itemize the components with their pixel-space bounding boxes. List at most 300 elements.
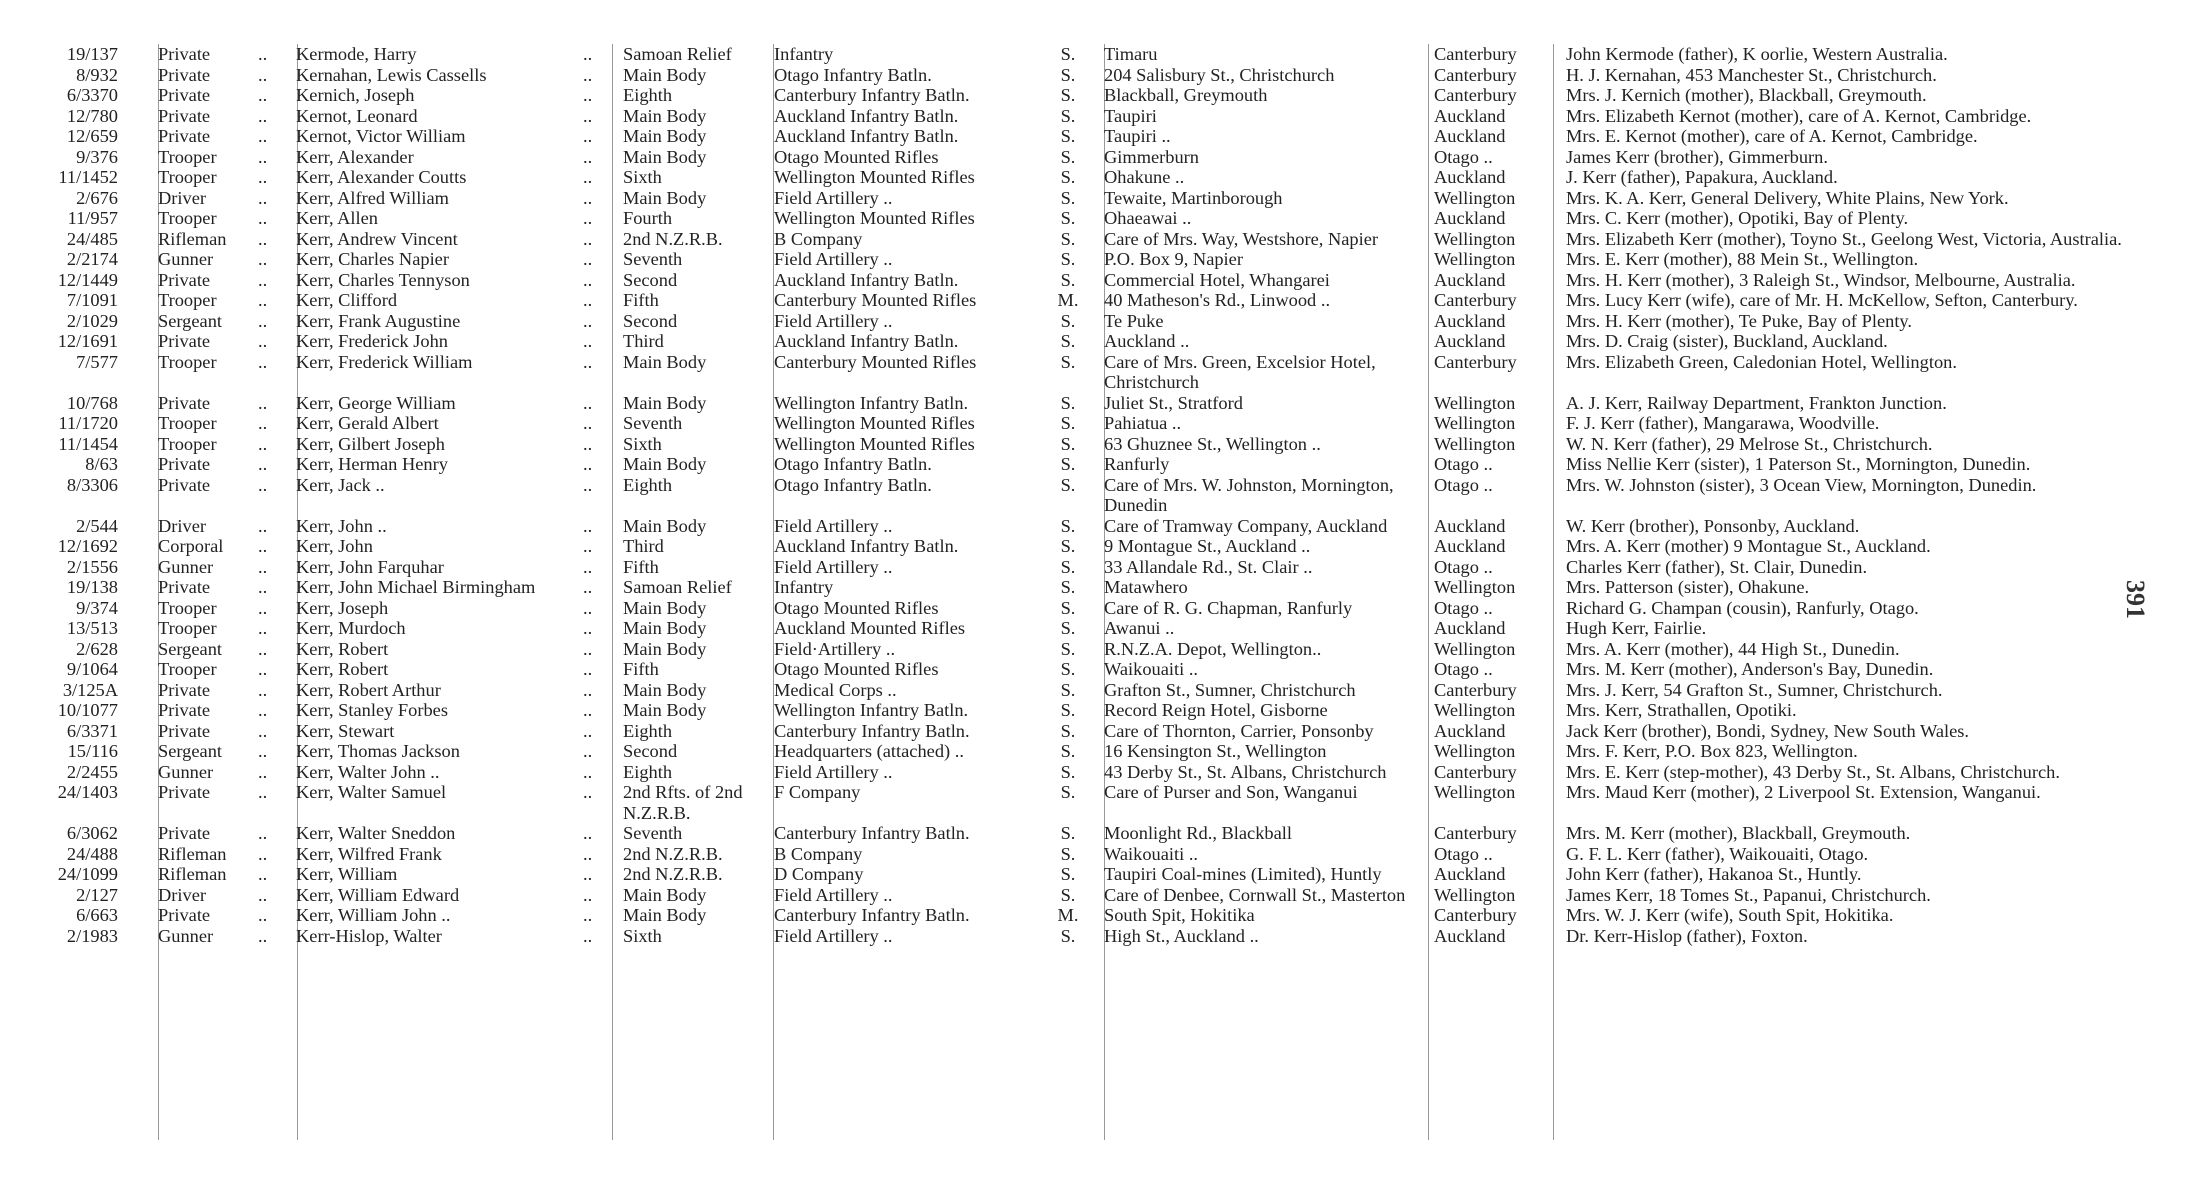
table-row — [0, 577, 2160, 598]
district: Otago .. — [1434, 556, 1493, 577]
service-number: 2/1556 — [66, 556, 118, 577]
leader-dots: .. — [583, 843, 593, 864]
marital-status: S. — [1060, 884, 1076, 905]
unit: B Company — [774, 228, 863, 249]
leader-dots: .. — [258, 126, 268, 146]
leader-dots: .. — [583, 515, 593, 536]
soldier-name: Kerr, Thomas Jackson — [296, 741, 460, 761]
last-address: Care of R. G. Chapman, Ranfurly — [1104, 597, 1353, 618]
district: Wellington — [1434, 577, 1516, 597]
table-row — [0, 516, 2160, 537]
marital-status: S. — [1060, 823, 1076, 843]
leader-dots: .. — [583, 228, 593, 249]
rank: Trooper — [158, 351, 217, 372]
table-row — [0, 885, 2160, 906]
next-of-kin: Mrs. A. Kerr (mother) 9 Montague St., Auckland. — [1566, 536, 1931, 556]
table-row — [0, 188, 2160, 209]
next-of-kin: James Kerr, 18 Tomes St., Papanui, Christchurch. — [1566, 884, 1931, 905]
draft-body: Third — [623, 536, 664, 556]
leader-dots: .. — [258, 638, 268, 659]
last-address: R.N.Z.A. Depot, Wellington.. — [1104, 638, 1322, 659]
last-address: Taupiri — [1104, 105, 1157, 126]
table-row — [0, 618, 2160, 639]
last-address: 40 Matheson's Rd., Linwood .. — [1104, 290, 1331, 310]
last-address: Ohaeawai .. — [1104, 208, 1192, 228]
service-number: 15/116 — [67, 741, 118, 761]
marital-status: S. — [1060, 126, 1076, 146]
table-row — [0, 229, 2160, 250]
rank: Private — [158, 700, 211, 720]
draft-body: Main Body — [623, 618, 707, 638]
district: Auckland — [1434, 536, 1506, 556]
rank: Private — [158, 474, 211, 495]
unit: Field Artillery .. — [774, 884, 893, 905]
unit: Infantry — [774, 577, 834, 597]
marital-status: S. — [1060, 433, 1076, 454]
marital-status: S. — [1060, 146, 1076, 167]
marital-status: S. — [1060, 85, 1076, 105]
rank: Trooper — [158, 208, 217, 228]
soldier-name: Kerr, Stanley Forbes — [296, 700, 448, 720]
last-address: Timaru — [1104, 44, 1158, 64]
leader-dots: .. — [583, 290, 593, 310]
service-number: 11/1454 — [58, 433, 118, 454]
table-row — [0, 741, 2160, 762]
last-address: Ranfurly — [1104, 454, 1170, 474]
district: Auckland — [1434, 269, 1506, 290]
rank: Sergeant — [158, 638, 223, 659]
soldier-name: Kerr, Gilbert Joseph — [296, 433, 445, 454]
district: Auckland — [1434, 105, 1506, 126]
service-number: 12/780 — [66, 105, 118, 126]
last-address: Commercial Hotel, Whangarei — [1104, 269, 1330, 290]
rank: Private — [158, 269, 211, 290]
rank: Private — [158, 64, 211, 85]
last-address: Care of Purser and Son, Wanganui — [1104, 782, 1358, 802]
leader-dots: .. — [258, 454, 268, 474]
draft-body: Main Body — [623, 105, 707, 126]
leader-dots: .. — [583, 536, 593, 556]
leader-dots: .. — [258, 64, 268, 85]
service-number: 19/137 — [66, 44, 118, 64]
leader-dots: .. — [258, 843, 268, 864]
district: Canterbury — [1434, 85, 1517, 105]
marital-status: S. — [1060, 413, 1076, 433]
leader-dots: .. — [583, 556, 593, 577]
service-number: 2/1029 — [66, 310, 118, 331]
next-of-kin: James Kerr (brother), Gimmerburn. — [1566, 146, 1828, 167]
district: Canterbury — [1434, 679, 1517, 700]
next-of-kin: Mrs. Maud Kerr (mother), 2 Liverpool St. Extension, Wanganui. — [1566, 782, 2041, 802]
service-number: 24/488 — [66, 843, 118, 864]
leader-dots: .. — [583, 700, 593, 720]
leader-dots: .. — [583, 905, 593, 925]
service-number: 7/577 — [76, 351, 118, 372]
unit: B Company — [774, 843, 863, 864]
next-of-kin: Dr. Kerr-Hislop (father), Foxton. — [1566, 925, 1808, 946]
marital-status: S. — [1060, 741, 1076, 761]
draft-body: 2nd N.Z.R.B. — [623, 864, 723, 884]
last-address: Care of Mrs. W. Johnston, Mornington, Dunedin — [1104, 474, 1394, 515]
soldier-name: Kerr, Robert — [296, 638, 389, 659]
leader-dots: .. — [583, 864, 593, 884]
unit: Field Artillery .. — [774, 187, 893, 208]
leader-dots: .. — [258, 208, 268, 228]
rank: Rifleman — [158, 864, 227, 884]
last-address: 63 Ghuznee St., Wellington .. — [1104, 433, 1321, 454]
draft-body: Fifth — [623, 290, 659, 310]
rank: Private — [158, 392, 211, 413]
service-number: 12/1449 — [57, 269, 118, 290]
service-number: 11/1720 — [58, 413, 118, 433]
last-address: Care of Mrs. Way, Westshore, Napier — [1104, 228, 1379, 249]
marital-status: S. — [1060, 269, 1076, 290]
rank: Driver — [158, 515, 206, 536]
district: Wellington — [1434, 638, 1516, 659]
service-number: 3/125A — [62, 679, 118, 700]
soldier-name: Kerr, Clifford — [296, 290, 398, 310]
district: Canterbury — [1434, 44, 1517, 64]
draft-body: Sixth — [623, 925, 662, 946]
draft-body: Main Body — [623, 884, 707, 905]
marital-status: S. — [1060, 392, 1076, 413]
rank: Trooper — [158, 433, 217, 454]
rank: Sergeant — [158, 310, 223, 331]
service-number: 12/1691 — [57, 331, 118, 351]
service-number: 7/1091 — [66, 290, 118, 310]
draft-body: Second — [623, 310, 678, 331]
service-number: 24/485 — [66, 228, 118, 249]
soldier-name: Kerr, Alexander — [296, 146, 414, 167]
rank: Gunner — [158, 761, 214, 782]
soldier-name: Kerr, William John .. — [296, 905, 451, 925]
table-row — [0, 147, 2160, 168]
leader-dots: .. — [258, 823, 268, 843]
table-row — [0, 393, 2160, 414]
rank: Private — [158, 679, 211, 700]
leader-dots: .. — [583, 208, 593, 228]
leader-dots: .. — [583, 146, 593, 167]
table-row — [0, 557, 2160, 578]
unit: Wellington Infantry Batln. — [774, 700, 969, 720]
draft-body: Seventh — [623, 823, 683, 843]
table-row — [0, 639, 2160, 660]
leader-dots: .. — [258, 269, 268, 290]
rank: Private — [158, 105, 211, 126]
last-address: Moonlight Rd., Blackball — [1104, 823, 1292, 843]
last-address: Tewaite, Martinborough — [1104, 187, 1283, 208]
soldier-name: Kerr, Robert — [296, 659, 389, 679]
next-of-kin: Mrs. M. Kerr (mother), Anderson's Bay, Dunedin. — [1566, 659, 1934, 679]
unit: Otago Infantry Batln. — [774, 474, 932, 495]
soldier-name: Kernich, Joseph — [296, 85, 415, 105]
unit: Auckland Infantry Batln. — [774, 126, 959, 146]
leader-dots: .. — [258, 536, 268, 556]
next-of-kin: Mrs. E. Kernot (mother), care of A. Kernot, Cambridge. — [1566, 126, 1978, 146]
service-number: 8/63 — [85, 454, 118, 474]
marital-status: S. — [1060, 597, 1076, 618]
draft-body: Main Body — [623, 146, 707, 167]
rank: Private — [158, 823, 211, 843]
leader-dots: .. — [583, 925, 593, 946]
marital-status: M. — [1057, 905, 1079, 925]
district: Wellington — [1434, 413, 1516, 433]
next-of-kin: G. F. L. Kerr (father), Waikouaiti, Otago. — [1566, 843, 1869, 864]
unit: Field Artillery .. — [774, 556, 893, 577]
leader-dots: .. — [258, 864, 268, 884]
leader-dots: .. — [258, 597, 268, 618]
service-number: 11/1452 — [58, 167, 118, 187]
draft-body: Main Body — [623, 638, 707, 659]
draft-body: Main Body — [623, 597, 707, 618]
marital-status: S. — [1060, 761, 1076, 782]
unit: Wellington Mounted Rifles — [774, 208, 975, 228]
district: Otago .. — [1434, 597, 1493, 618]
draft-body: Samoan Relief — [623, 577, 732, 597]
last-address: Care of Mrs. Green, Excelsior Hotel, Christchurch — [1104, 351, 1376, 392]
district: Auckland — [1434, 515, 1506, 536]
last-address: Matawhero — [1104, 577, 1188, 597]
leader-dots: .. — [258, 700, 268, 720]
unit: Headquarters (attached) .. — [774, 741, 964, 761]
draft-body: Eighth — [623, 720, 673, 741]
district: Otago .. — [1434, 474, 1493, 495]
unit: Wellington Mounted Rifles — [774, 413, 975, 433]
table-row — [0, 823, 2160, 844]
table-row — [0, 270, 2160, 291]
district: Canterbury — [1434, 823, 1517, 843]
marital-status: S. — [1060, 843, 1076, 864]
draft-body: Fourth — [623, 208, 673, 228]
rank: Rifleman — [158, 228, 227, 249]
next-of-kin: H. J. Kernahan, 453 Manchester St., Christchurch. — [1566, 64, 1937, 85]
leader-dots: .. — [583, 249, 593, 269]
rank: Private — [158, 85, 211, 105]
district: Wellington — [1434, 700, 1516, 720]
district: Canterbury — [1434, 905, 1517, 925]
service-number: 6/3370 — [66, 85, 118, 105]
leader-dots: .. — [583, 392, 593, 413]
next-of-kin: Mrs. Elizabeth Kerr (mother), Toyno St., Geelong West, Victoria, Australia. — [1566, 228, 2122, 249]
service-number: 9/374 — [76, 597, 118, 618]
marital-status: S. — [1060, 700, 1076, 720]
rank: Trooper — [158, 290, 217, 310]
next-of-kin: Mrs. M. Kerr (mother), Blackball, Greymouth. — [1566, 823, 1911, 843]
unit: Otago Mounted Rifles — [774, 659, 939, 679]
marital-status: S. — [1060, 64, 1076, 85]
district: Wellington — [1434, 741, 1516, 761]
next-of-kin: Mrs. A. Kerr (mother), 44 High St., Dunedin. — [1566, 638, 1900, 659]
district: Canterbury — [1434, 761, 1517, 782]
draft-body: Sixth — [623, 433, 662, 454]
leader-dots: .. — [583, 741, 593, 761]
page-number: 391 — [2121, 580, 2150, 619]
soldier-name: Kerr, Alexander Coutts — [296, 167, 467, 187]
service-number: 9/376 — [76, 146, 118, 167]
soldier-name: Kerr, Walter Sneddon — [296, 823, 456, 843]
soldier-name: Kerr, Andrew Vincent — [296, 228, 458, 249]
unit: Auckland Infantry Batln. — [774, 269, 959, 290]
unit: Auckland Infantry Batln. — [774, 105, 959, 126]
next-of-kin: Mrs. D. Craig (sister), Buckland, Auckland. — [1566, 331, 1888, 351]
unit: Infantry — [774, 44, 834, 64]
draft-body: Main Body — [623, 187, 707, 208]
service-number: 2/127 — [76, 884, 118, 905]
next-of-kin: Mrs. C. Kerr (mother), Opotiki, Bay of Plenty. — [1566, 208, 1909, 228]
leader-dots: .. — [258, 310, 268, 331]
unit: Canterbury Infantry Batln. — [774, 905, 970, 925]
service-number: 9/1064 — [66, 659, 118, 679]
soldier-name: Kerr-Hislop, Walter — [296, 925, 442, 946]
soldier-name: Kerr, William — [296, 864, 398, 884]
leader-dots: .. — [583, 85, 593, 105]
table-row — [0, 782, 2160, 823]
table-row — [0, 126, 2160, 147]
service-number: 10/768 — [66, 392, 118, 413]
unit: F Company — [774, 782, 861, 802]
marital-status: S. — [1060, 556, 1076, 577]
leader-dots: .. — [583, 187, 593, 208]
last-address: Ohakune .. — [1104, 167, 1185, 187]
unit: Canterbury Infantry Batln. — [774, 85, 970, 105]
service-number: 8/3306 — [66, 474, 118, 495]
soldier-name: Kerr, Joseph — [296, 597, 389, 618]
next-of-kin: Mrs. E. Kerr (mother), 88 Mein St., Wellington. — [1566, 249, 1919, 269]
unit: Wellington Mounted Rifles — [774, 433, 975, 454]
unit: Field Artillery .. — [774, 925, 893, 946]
unit: Otago Mounted Rifles — [774, 597, 939, 618]
table-row — [0, 680, 2160, 701]
last-address: Auckland .. — [1104, 331, 1190, 351]
unit: Medical Corps .. — [774, 679, 897, 700]
soldier-name: Kernahan, Lewis Cassells — [296, 64, 487, 85]
last-address: Care of Denbee, Cornwall St., Masterton — [1104, 884, 1406, 905]
rank: Trooper — [158, 413, 217, 433]
leader-dots: .. — [258, 433, 268, 454]
marital-status: S. — [1060, 310, 1076, 331]
next-of-kin: Mrs. J. Kernich (mother), Blackball, Greymouth. — [1566, 85, 1927, 105]
leader-dots: .. — [258, 577, 268, 597]
next-of-kin: Miss Nellie Kerr (sister), 1 Paterson St., Mornington, Dunedin. — [1566, 454, 2031, 474]
rank: Corporal — [158, 536, 224, 556]
marital-status: S. — [1060, 187, 1076, 208]
next-of-kin: Mrs. Kerr, Strathallen, Opotiki. — [1566, 700, 1797, 720]
leader-dots: .. — [258, 515, 268, 536]
leader-dots: .. — [583, 679, 593, 700]
leader-dots: .. — [583, 638, 593, 659]
marital-status: S. — [1060, 454, 1076, 474]
leader-dots: .. — [583, 761, 593, 782]
soldier-name: Kerr, Frederick John — [296, 331, 448, 351]
district: Auckland — [1434, 720, 1506, 741]
next-of-kin: John Kermode (father), K oorlie, Western Australia. — [1566, 44, 1948, 64]
last-address: Taupiri Coal-mines (Limited), Huntly — [1104, 864, 1382, 884]
district: Otago .. — [1434, 843, 1493, 864]
district: Canterbury — [1434, 290, 1517, 310]
last-address: South Spit, Hokitika — [1104, 905, 1255, 925]
leader-dots: .. — [258, 44, 268, 64]
draft-body: Main Body — [623, 392, 707, 413]
marital-status: S. — [1060, 925, 1076, 946]
draft-body: Main Body — [623, 126, 707, 146]
draft-body: Samoan Relief — [623, 44, 732, 64]
last-address: Pahiatua .. — [1104, 413, 1182, 433]
next-of-kin: Jack Kerr (brother), Bondi, Sydney, New South Wales. — [1566, 720, 1970, 741]
unit: Wellington Infantry Batln. — [774, 392, 969, 413]
draft-body: Main Body — [623, 700, 707, 720]
rank: Trooper — [158, 167, 217, 187]
unit: Canterbury Mounted Rifles — [774, 351, 977, 372]
leader-dots: .. — [258, 392, 268, 413]
service-number: 6/3062 — [66, 823, 118, 843]
table-row — [0, 413, 2160, 434]
last-address: Te Puke — [1104, 310, 1164, 331]
unit: Auckland Infantry Batln. — [774, 536, 959, 556]
next-of-kin: F. J. Kerr (father), Mangarawa, Woodville. — [1566, 413, 1880, 433]
service-number: 24/1099 — [57, 864, 118, 884]
draft-body: Seventh — [623, 413, 683, 433]
last-address: 43 Derby St., St. Albans, Christchurch — [1104, 761, 1387, 782]
draft-body: Eighth — [623, 761, 673, 782]
next-of-kin: J. Kerr (father), Papakura, Auckland. — [1566, 167, 1838, 187]
roll-of-honour-table — [0, 44, 2160, 946]
service-number: 11/957 — [67, 208, 118, 228]
marital-status: S. — [1060, 44, 1076, 64]
leader-dots: .. — [258, 884, 268, 905]
marital-status: S. — [1060, 515, 1076, 536]
soldier-name: Kerr, John .. — [296, 515, 387, 536]
rank: Trooper — [158, 659, 217, 679]
unit: Field Artillery .. — [774, 249, 893, 269]
service-number: 2/544 — [76, 515, 118, 536]
marital-status: S. — [1060, 577, 1076, 597]
rank: Trooper — [158, 597, 217, 618]
leader-dots: .. — [258, 105, 268, 126]
table-row — [0, 536, 2160, 557]
unit: Canterbury Infantry Batln. — [774, 823, 970, 843]
soldier-name: Kerr, Jack .. — [296, 474, 385, 495]
rank: Trooper — [158, 618, 217, 638]
draft-body: Main Body — [623, 351, 707, 372]
draft-body: 2nd N.Z.R.B. — [623, 228, 723, 249]
draft-body: Fifth — [623, 556, 659, 577]
service-number: 6/3371 — [66, 720, 118, 741]
soldier-name: Kerr, George William — [296, 392, 456, 413]
table-row — [0, 331, 2160, 352]
leader-dots: .. — [583, 433, 593, 454]
unit: Field Artillery .. — [774, 761, 893, 782]
district: Wellington — [1434, 392, 1516, 413]
draft-body: Seventh — [623, 249, 683, 269]
marital-status: S. — [1060, 782, 1076, 802]
table-row — [0, 598, 2160, 619]
rank: Gunner — [158, 556, 214, 577]
table-row — [0, 762, 2160, 783]
soldier-name: Kerr, Charles Tennyson — [296, 269, 470, 290]
next-of-kin: Mrs. H. Kerr (mother), 3 Raleigh St., Windsor, Melbourne, Australia. — [1566, 269, 2076, 290]
marital-status: S. — [1060, 228, 1076, 249]
leader-dots: .. — [583, 269, 593, 290]
service-number: 10/1077 — [57, 700, 118, 720]
leader-dots: .. — [258, 925, 268, 946]
last-address: Gimmerburn — [1104, 146, 1199, 167]
unit: Canterbury Mounted Rifles — [774, 290, 977, 310]
district: Auckland — [1434, 925, 1506, 946]
table-row — [0, 208, 2160, 229]
service-number: 2/1983 — [66, 925, 118, 946]
leader-dots: .. — [258, 659, 268, 679]
next-of-kin: Mrs. F. Kerr, P.O. Box 823, Wellington. — [1566, 741, 1858, 761]
